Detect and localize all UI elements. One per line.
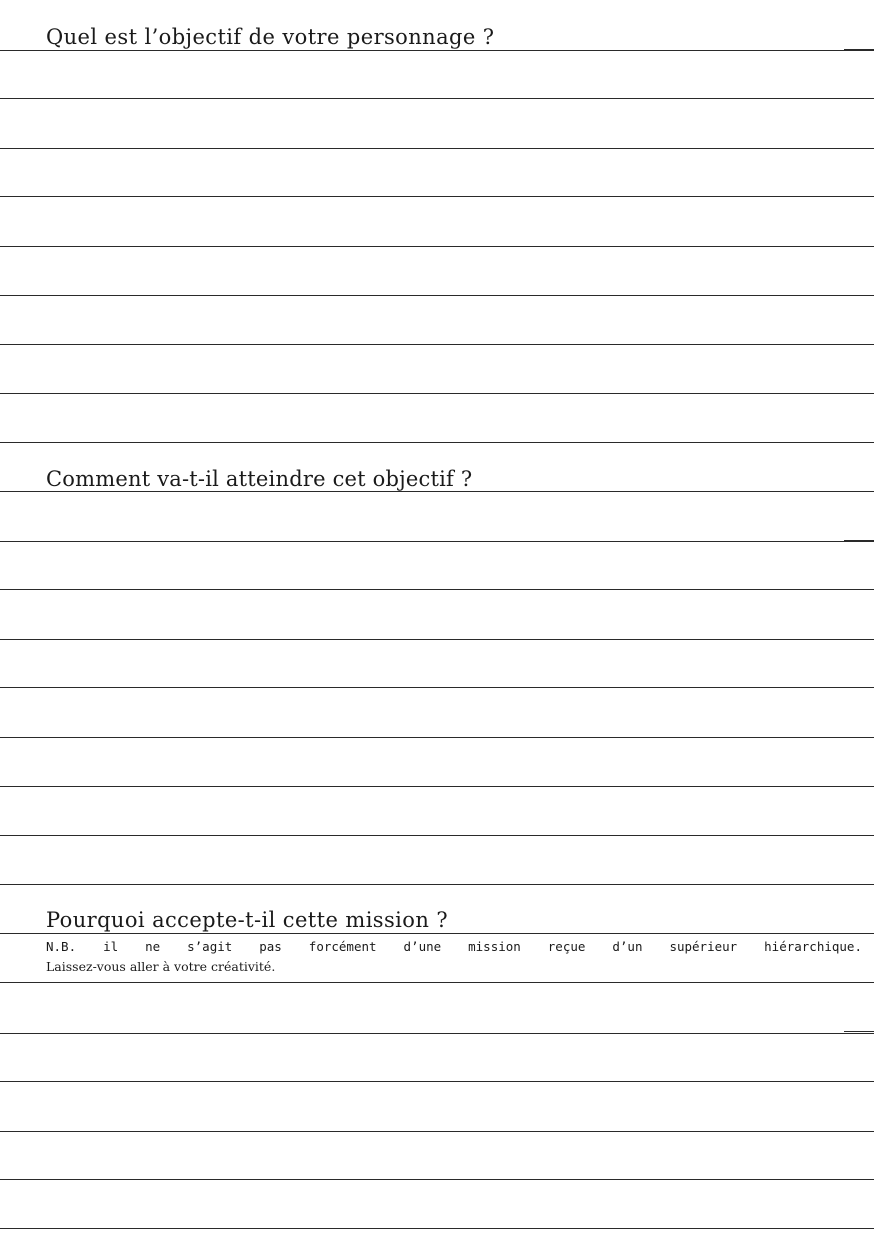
question-method-heading: Comment va-t-il atteindre cet objectif ? (46, 467, 473, 491)
answer-line (0, 589, 874, 590)
mission-note (46, 937, 862, 977)
answer-line (0, 344, 874, 345)
answer-line (0, 835, 874, 836)
answer-line (0, 393, 874, 394)
answer-line (0, 1131, 874, 1132)
answer-line (0, 687, 874, 688)
question-motivation-heading: Pourquoi accepte-t-il cette mission ? (46, 908, 448, 932)
answer-line (0, 1179, 874, 1180)
answer-line (0, 1081, 874, 1082)
answer-line (0, 196, 874, 197)
answer-line (0, 933, 874, 934)
answer-line (0, 737, 874, 738)
answer-line (0, 246, 874, 247)
answer-line (0, 884, 874, 885)
answer-line (0, 982, 874, 983)
mission-note-line-1: N.B. il ne s’agit pas forcément d’une mission reçue d’un supérieur hiérarchique. (46, 939, 862, 954)
margin-tick-mark (844, 1031, 874, 1032)
answer-line (0, 50, 874, 51)
question-objective-heading: Quel est l’objectif de votre personnage ? (46, 25, 495, 49)
answer-line (0, 148, 874, 149)
answer-line (0, 541, 874, 542)
answer-line (0, 295, 874, 296)
answer-line (0, 442, 874, 443)
answer-line (0, 1228, 874, 1229)
answer-line (0, 1033, 874, 1034)
answer-line (0, 491, 874, 492)
mission-note-line-2: Laissez-vous aller à votre créativité. (46, 959, 276, 974)
answer-line (0, 786, 874, 787)
answer-line (0, 98, 874, 99)
answer-line (0, 639, 874, 640)
